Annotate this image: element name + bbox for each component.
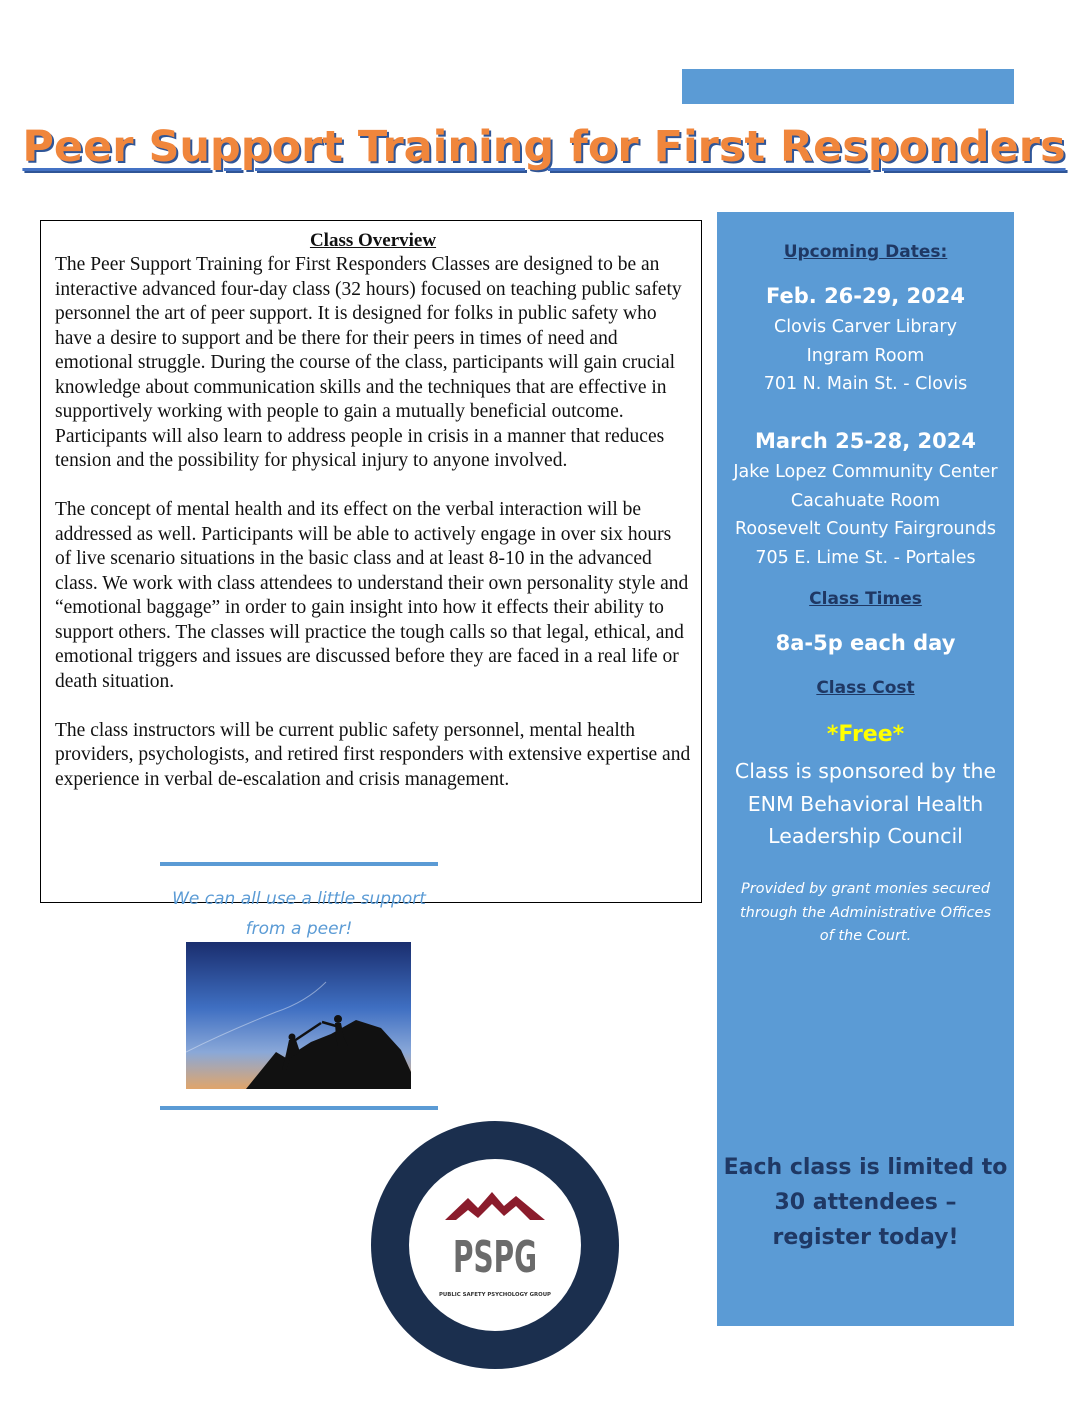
quote-line: from a peer! [245, 919, 353, 939]
grant-line: through the Administrative Offices [739, 904, 992, 921]
location-line: Cacahuate Room [790, 490, 941, 511]
limit-line: Each class is limited to [723, 1155, 1008, 1180]
climbers-photo [186, 942, 411, 1089]
class-times-value: 8a-5p each day [775, 631, 956, 655]
logo-subtext: PUBLIC SAFETY PSYCHOLOGY GROUP [439, 1292, 551, 1298]
session-date: March 25-28, 2024 [754, 429, 977, 453]
overview-heading: Class Overview [309, 230, 437, 251]
grant-note [717, 878, 1014, 949]
grant-line: Provided by grant monies secured [740, 881, 991, 897]
limit-line: register today! [772, 1225, 959, 1250]
logo-text: PSPG [453, 1232, 537, 1283]
top-accent-bar [682, 69, 1014, 104]
location-line: Ingram Room [806, 345, 925, 366]
location-line: 701 N. Main St. - Clovis [763, 374, 968, 394]
overview-paragraph: The Peer Support Training for First Responders Classes are designed to be an interactive advanced four-day class (32 hours) focused on teaching public safety personnel the art of peer support. It is designed for folks in public safety who have a desire to support and be there for their peers in times of need and emotional struggle. During the course of the class, participants will gain crucial knowledge about communication skills and the techniques that are effective in supportively working with people to gain a mutually beneficial outcome. Participants will also learn to address people in crisis in a manner that reduces tension and the possibility for physical injury to anyone involved. [55, 254, 682, 471]
location-line: 705 E. Lime St. - Portales [755, 547, 976, 568]
sponsor-line: Class is sponsored by the [734, 759, 997, 783]
event-sidebar [717, 212, 1014, 1326]
class-cost-value: *Free* [826, 722, 905, 747]
class-overview-box [40, 220, 702, 903]
location-line: Clovis Carver Library [774, 317, 957, 337]
session-date: Feb. 26-29, 2024 [766, 284, 965, 308]
quote-line: We can all use a little support [172, 889, 426, 909]
limit-line: 30 attendees – [774, 1190, 957, 1215]
quote-text [160, 884, 438, 944]
session-location [717, 313, 1014, 399]
divider [160, 1106, 438, 1110]
upcoming-dates-heading: Upcoming Dates: [783, 242, 948, 262]
class-cost-heading: Class Cost [816, 678, 915, 698]
location-line: Jake Lopez Community Center [733, 462, 998, 482]
grant-line: of the Court. [819, 928, 912, 944]
quote-block [160, 862, 438, 944]
page-title: Peer Support Training for First Responders [22, 122, 1066, 172]
overview-paragraph: The concept of mental health and its effect on the verbal interaction will be addressed as well. Participants will be able to actively engage in over six hours of live scenario situations in the basic class and at least 8-10 in the advanced class. We work with class attendees to understand their own personality style and “emotional baggage” in order to gain insight into how it effects their ability to support others. The classes will practice the tough calls so that legal, ethical, and emotional triggers and issues are discussed before they are faced in a real life or death situation. [55, 499, 689, 692]
location-line: Roosevelt County Fairgrounds [735, 519, 996, 539]
divider [160, 862, 438, 866]
class-times-heading: Class Times [809, 589, 922, 609]
session-location [717, 458, 1014, 572]
pspg-logo [370, 1120, 620, 1370]
overview-paragraph: The class instructors will be current public safety personnel, mental health providers, psychologists, and retired first responders with extensive expertise and experience in verbal de-escalation and crisis management. [55, 719, 691, 790]
attendee-limit [717, 1150, 1014, 1255]
sponsor-text [717, 755, 1014, 853]
sponsor-line: Leadership Council [768, 824, 963, 848]
sponsor-line: ENM Behavioral Health [747, 791, 984, 816]
